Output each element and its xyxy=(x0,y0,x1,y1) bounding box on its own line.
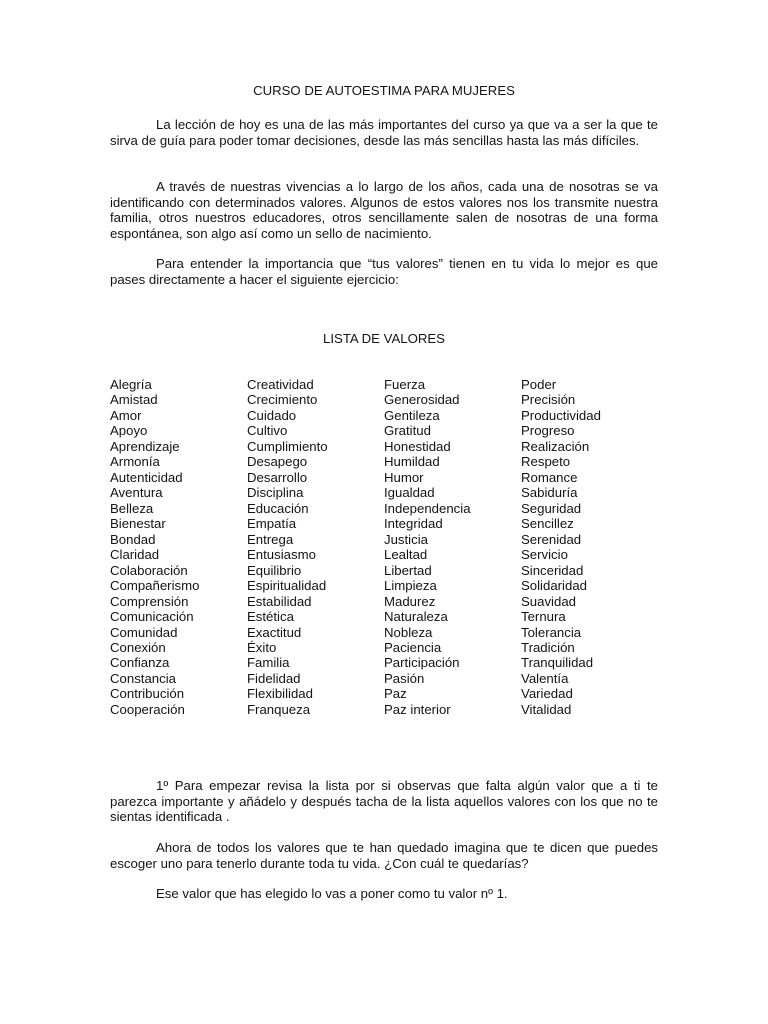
exercise-step-3: Ese valor que has elegido lo vas a poner como tu valor nº 1. xyxy=(156,886,508,901)
value-item: Estética xyxy=(247,609,294,625)
value-item: Serenidad xyxy=(521,531,582,547)
value-item: Cultivo xyxy=(247,423,288,439)
document-title: CURSO DE AUTOESTIMA PARA MUJERES xyxy=(253,83,515,98)
value-item: Sinceridad xyxy=(521,562,584,578)
value-item: Estabilidad xyxy=(247,593,312,609)
value-item: Poder xyxy=(521,377,557,392)
value-item: Sabiduría xyxy=(521,485,578,501)
value-item: Fidelidad xyxy=(247,670,301,686)
value-item: Tolerancia xyxy=(521,624,582,640)
value-item: Apoyo xyxy=(110,423,148,439)
value-item: Integridad xyxy=(384,516,443,532)
value-item: Autenticidad xyxy=(110,469,183,485)
value-item: Suavidad xyxy=(521,593,576,609)
value-item: Madurez xyxy=(384,593,436,609)
value-item: Sencillez xyxy=(521,516,574,532)
value-item: Naturaleza xyxy=(384,609,448,625)
value-item: Equilibrio xyxy=(247,562,302,578)
value-item: Cooperación xyxy=(110,701,185,717)
value-item: Contribución xyxy=(110,686,185,702)
exercise-step-1: 1º Para empezar revisa la lista por si observas que falta algún valor que a ti te parezca importante y añádelo y después tacha de la lista aquellos valores con los que no te sientas identificada . xyxy=(110,778,658,824)
value-item: Justicia xyxy=(384,531,428,547)
value-item: Gentileza xyxy=(384,407,440,423)
value-item: Familia xyxy=(247,655,290,671)
value-item: Alegría xyxy=(110,377,152,392)
value-item: Generosidad xyxy=(384,392,460,408)
value-item: Aventura xyxy=(110,485,163,501)
value-item: Honestidad xyxy=(384,438,451,454)
value-item: Gratitud xyxy=(384,423,431,439)
value-item: Entusiasmo xyxy=(247,547,316,563)
value-item: Éxito xyxy=(247,639,277,655)
intro-paragraph-2: A través de nuestras vivencias a lo largo de los años, cada una de nosotras se va identificando con determinados valores. Algunos de estos valores nos los transmite nuestra familia, otros nuestros educadores, otros sencillamente salen de nosotras de una forma espontánea, son algo así como un sello de nacimiento. xyxy=(110,179,658,241)
value-item: Amistad xyxy=(110,392,158,408)
value-item: Paz xyxy=(384,686,407,702)
value-item: Entrega xyxy=(247,531,294,547)
value-item: Colaboración xyxy=(110,562,188,578)
value-item: Libertad xyxy=(384,562,432,578)
value-item: Franqueza xyxy=(247,701,311,717)
value-item: Comunidad xyxy=(110,624,178,640)
values-column-2 xyxy=(247,377,328,717)
value-item: Fuerza xyxy=(384,377,426,392)
value-item: Humildad xyxy=(384,454,440,470)
value-item: Educación xyxy=(247,500,309,516)
value-item: Exactitud xyxy=(247,624,302,640)
value-item: Bienestar xyxy=(110,516,166,532)
value-item: Creatividad xyxy=(247,377,314,392)
value-item: Variedad xyxy=(521,686,573,702)
value-item: Compañerismo xyxy=(110,578,200,594)
value-item: Valentía xyxy=(521,670,569,686)
exercise-step-2: Ahora de todos los valores que te han quedado imagina que te dicen que puedes escoger uno para tenerlo durante toda tu vida. ¿Con cuál te quedarías? xyxy=(110,840,658,871)
value-item: Amor xyxy=(110,407,142,423)
values-column-1 xyxy=(110,377,199,717)
value-item: Servicio xyxy=(521,547,568,563)
value-item: Desapego xyxy=(247,454,308,470)
value-item: Igualdad xyxy=(384,485,435,501)
value-item: Respeto xyxy=(521,454,571,470)
value-item: Progreso xyxy=(521,423,575,439)
value-item: Tradición xyxy=(521,639,575,655)
value-item: Claridad xyxy=(110,547,160,563)
value-item: Desarrollo xyxy=(247,469,308,485)
value-item: Participación xyxy=(384,655,460,671)
value-item: Empatía xyxy=(247,516,297,532)
value-item: Comunicación xyxy=(110,609,194,625)
value-item: Paciencia xyxy=(384,639,442,655)
value-item: Crecimiento xyxy=(247,392,318,408)
value-item: Belleza xyxy=(110,500,154,516)
value-item: Productividad xyxy=(521,407,601,423)
value-item: Limpieza xyxy=(384,578,437,594)
values-column-3 xyxy=(384,377,471,717)
value-item: Realización xyxy=(521,438,590,454)
value-item: Disciplina xyxy=(247,485,304,501)
value-item: Lealtad xyxy=(384,547,428,563)
value-item: Solidaridad xyxy=(521,578,587,594)
value-item: Humor xyxy=(384,469,424,485)
value-item: Armonía xyxy=(110,454,160,470)
value-item: Aprendizaje xyxy=(110,438,180,454)
value-item: Seguridad xyxy=(521,500,582,516)
value-item: Pasión xyxy=(384,670,425,686)
value-item: Conexión xyxy=(110,639,166,655)
value-item: Romance xyxy=(521,469,578,485)
value-item: Vitalidad xyxy=(521,701,572,717)
value-item: Independencia xyxy=(384,500,471,516)
values-column-4 xyxy=(521,377,601,717)
value-item: Precisión xyxy=(521,392,576,408)
value-item: Cuidado xyxy=(247,407,297,423)
intro-paragraph-1: La lección de hoy es una de las más importantes del curso ya que va a ser la que te sirva de guía para poder tomar decisiones, desde las más sencillas hasta las más difíciles. xyxy=(110,117,658,148)
value-item: Bondad xyxy=(110,531,156,547)
value-item: Ternura xyxy=(521,609,566,625)
value-item: Comprensión xyxy=(110,593,189,609)
value-item: Flexibilidad xyxy=(247,686,313,702)
value-item: Nobleza xyxy=(384,624,433,640)
intro-paragraph-3: Para entender la importancia que “tus valores” tienen en tu vida lo mejor es que pases directamente a hacer el siguiente ejercicio: xyxy=(110,256,658,287)
value-item: Cumplimiento xyxy=(247,438,328,454)
values-list-title: LISTA DE VALORES xyxy=(323,331,445,346)
value-item: Confianza xyxy=(110,655,170,671)
value-item: Constancia xyxy=(110,670,176,686)
value-item: Espiritualidad xyxy=(247,578,327,594)
value-item: Paz interior xyxy=(384,701,451,717)
value-item: Tranquilidad xyxy=(521,655,594,671)
